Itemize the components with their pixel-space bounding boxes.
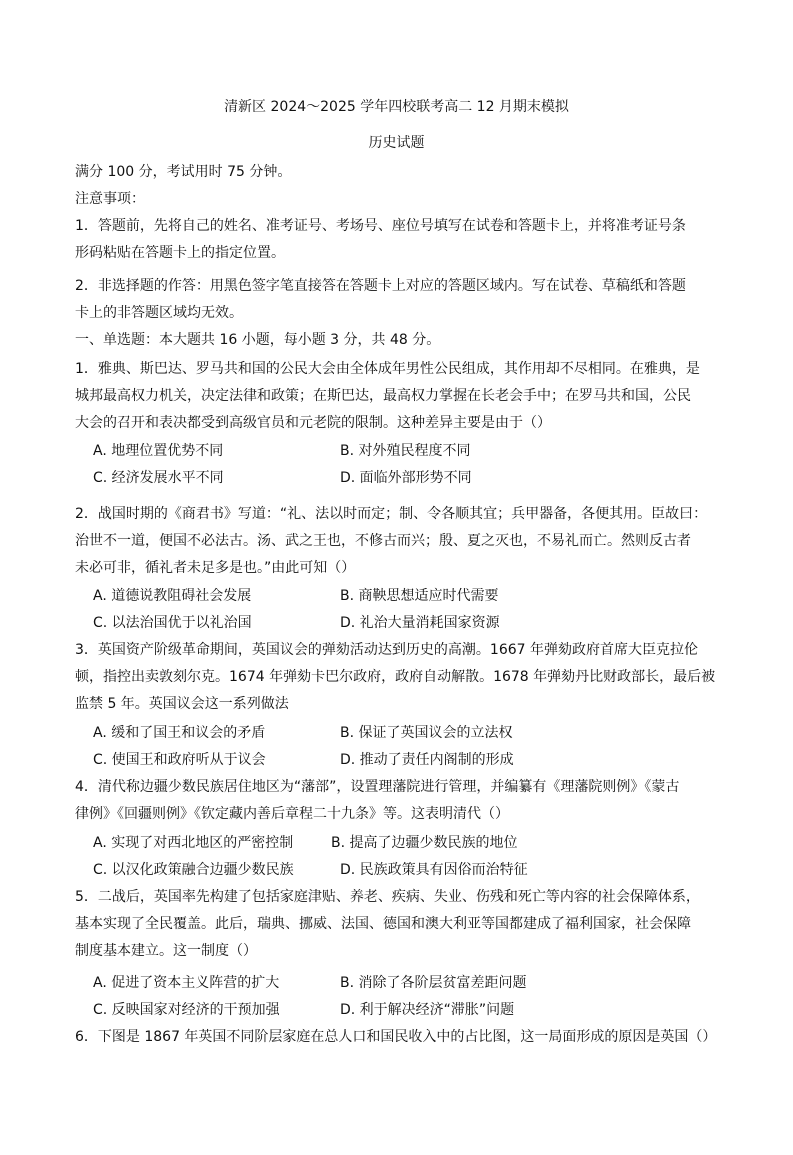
question-5-line-3: 制度基本建立。这一制度（） (75, 943, 257, 959)
section-title: 一、单选题：本大题共 16 小题，每小题 3 分，共 48 分。 (75, 332, 441, 348)
question-3-line-2: 顿，指控出卖敦刻尔克。1674 年弹劾卡巴尔政府，政府自动解散。1678 年弹劾丹比财政部长，最后被 (75, 669, 716, 685)
question-6-line-1: 6．下图是 1867 年英国不同阶层家庭在总人口和国民收入中的占比图，这一局面形成的原因是英国（） (75, 1029, 717, 1045)
question-2-option-a[interactable]: A. 道德说教阻碍社会发展 (93, 588, 252, 604)
question-4-option-b[interactable]: B. 提高了边疆少数民族的地位 (331, 835, 518, 851)
score-info: 满分 100 分，考试用时 75 分钟。 (75, 164, 292, 180)
question-1-option-c[interactable]: C. 经济发展水平不同 (93, 470, 224, 486)
notice-1-line-2: 形码粘贴在答题卡上的指定位置。 (75, 245, 285, 261)
question-2-option-c[interactable]: C. 以法治国优于以礼治国 (93, 615, 252, 631)
question-2-option-d[interactable]: D. 礼治大量消耗国家资源 (340, 615, 500, 631)
question-3-option-d[interactable]: D. 推动了责任内阁制的形成 (340, 752, 514, 768)
question-2-option-b[interactable]: B. 商鞅思想适应时代需要 (340, 588, 499, 604)
question-5-option-c[interactable]: C. 反映国家对经济的干预加强 (93, 1002, 280, 1018)
question-4-option-d[interactable]: D. 民族政策具有因俗而治特征 (340, 862, 528, 878)
notice-1-line-1: 1．答题前，先将自己的姓名、准考证号、考场号、座位号填写在试卷和答题卡上，并将准考证号条 (75, 218, 686, 234)
notice-2-line-2: 卡上的非答题区域均无效。 (75, 305, 243, 321)
question-3-option-b[interactable]: B. 保证了英国议会的立法权 (340, 725, 513, 741)
question-2-line-2: 治世不一道，便国不必法古。汤、武之王也，不修古而兴；殷、夏之灭也，不易礼而亡。然则反古者 (75, 533, 691, 549)
question-4-option-a[interactable]: A. 实现了对西北地区的严密控制 (93, 835, 294, 851)
question-1-option-b[interactable]: B. 对外殖民程度不同 (340, 443, 471, 459)
exam-title: 清新区 2024～2025 学年四校联考高二 12 月期末模拟 (224, 99, 569, 115)
question-3-option-a[interactable]: A. 缓和了国王和议会的矛盾 (93, 725, 266, 741)
question-5-option-a[interactable]: A. 促进了资本主义阵营的扩大 (93, 975, 280, 991)
question-5-line-1: 5．二战后，英国率先构建了包括家庭津贴、养老、疾病、失业、伤残和死亡等内容的社会保障体系， (75, 889, 700, 905)
question-1-line-3: 大会的召开和表决都受到高级官员和元老院的限制。这种差异主要是由于（） (75, 415, 551, 431)
question-1-line-1: 1．雅典、斯巴达、罗马共和国的公民大会由全体成年男性公民组成，其作用却不尽相同。在雅典，是 (75, 361, 700, 377)
notice-title: 注意事项： (75, 191, 145, 207)
question-3-option-c[interactable]: C. 使国王和政府听从于议会 (93, 752, 266, 768)
question-4-line-2: 律例》《回疆则例》《钦定藏内善后章程二十九条》等。这表明清代（） (75, 806, 509, 822)
question-2-line-3: 未必可非，循礼者未足多是也。”由此可知（） (75, 560, 356, 576)
question-4-line-1: 4．清代称边疆少数民族居住地区为“藩部”，设置理藩院进行管理，并编纂有《理藩院则例》《蒙古 (75, 779, 680, 795)
question-1-line-2: 城邦最高权力机关，决定法律和政策；在斯巴达，最高权力掌握在长老会手中；在罗马共和国，公民 (75, 388, 691, 404)
question-1-option-a[interactable]: A. 地理位置优势不同 (93, 443, 224, 459)
question-3-line-1: 3．英国资产阶级革命期间，英国议会的弹劾活动达到历史的高潮。1667 年弹劾政府首席大臣克拉伦 (75, 642, 698, 658)
exam-subtitle: 历史试题 (368, 135, 425, 151)
question-3-line-3: 监禁 5 年。英国议会这一系列做法 (75, 696, 289, 712)
notice-2-line-1: 2．非选择题的作答：用黑色签字笔直接答在答题卡上对应的答题区域内。写在试卷、草稿纸和答题 (75, 278, 686, 294)
question-5-option-b[interactable]: B. 消除了各阶层贫富差距问题 (340, 975, 527, 991)
question-1-option-d[interactable]: D. 面临外部形势不同 (340, 470, 472, 486)
question-5-option-d[interactable]: D. 利于解决经济“滞胀”问题 (340, 1002, 515, 1018)
question-2-line-1: 2．战国时期的《商君书》写道：“礼、法以时而定；制、令各顺其宜；兵甲器备，各便其用。臣故曰： (75, 506, 708, 522)
question-4-option-c[interactable]: C. 以汉化政策融合边疆少数民族 (93, 862, 294, 878)
question-5-line-2: 基本实现了全民覆盖。此后，瑞典、挪威、法国、德国和澳大利亚等国都建成了福利国家，社会保障 (75, 916, 691, 932)
